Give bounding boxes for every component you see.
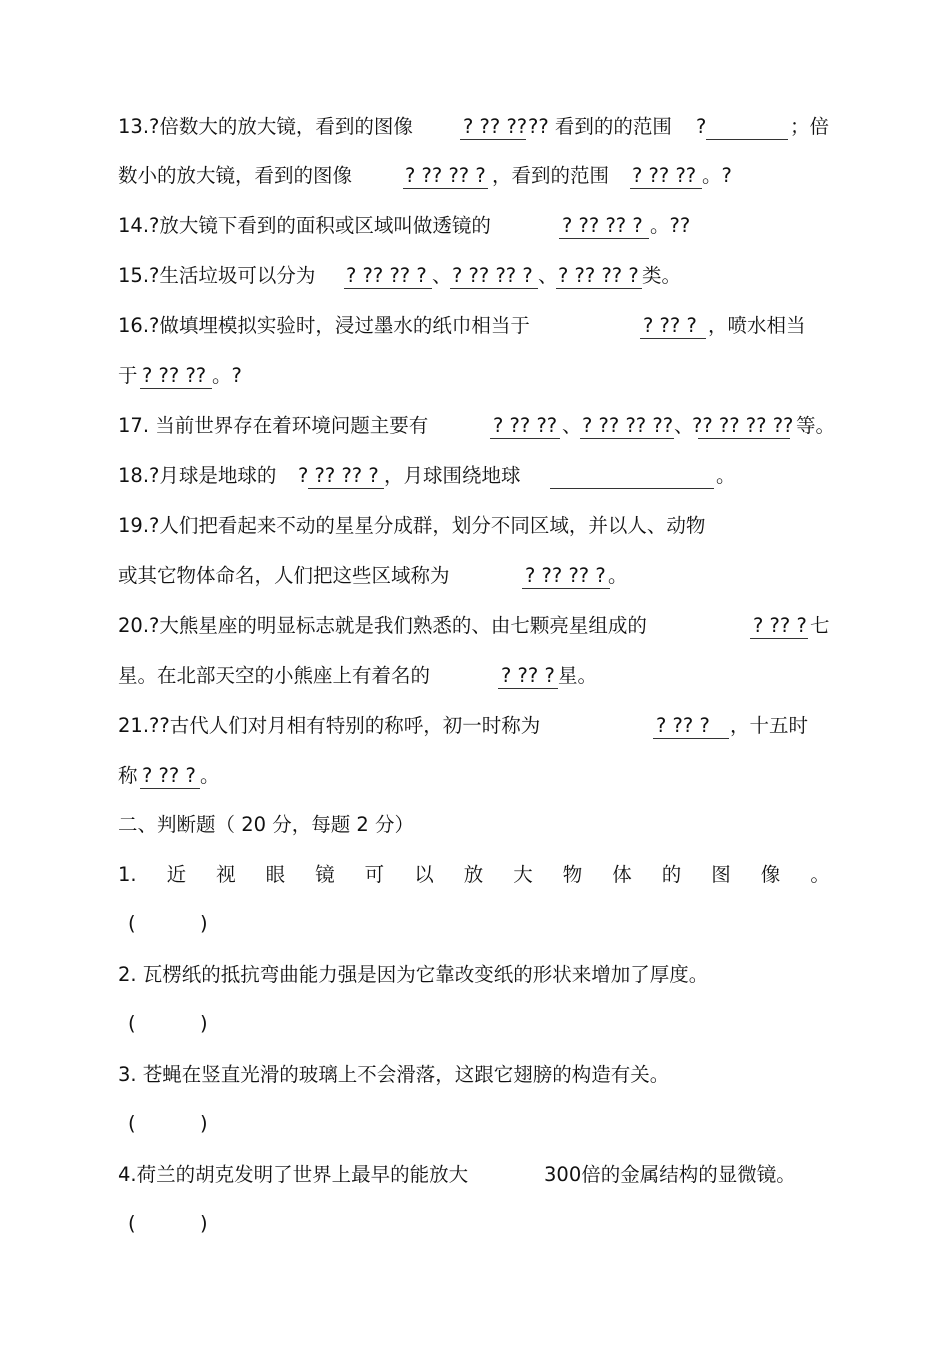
- q17-text: 、: [562, 414, 582, 437]
- q15-text: 类。: [642, 264, 682, 287]
- q14-text: 14.?放大镜下看到的面积或区域叫做透镜的: [118, 214, 491, 237]
- q16-blank1: ? ?? ?: [643, 314, 697, 337]
- q20-text: 七: [810, 614, 830, 637]
- tf-text: 4.荷兰的胡克发明了世界上最早的能放大: [118, 1163, 469, 1186]
- q15-blank3: ? ?? ?? ?: [558, 264, 639, 287]
- q13-line2: [118, 161, 830, 191]
- q16-text: 。?: [212, 364, 242, 387]
- q20-line2: [118, 661, 830, 691]
- tf-char: 以: [414, 863, 434, 886]
- paren-close: ): [200, 1212, 208, 1235]
- section-heading-true-false: [118, 810, 830, 840]
- tf-char: 物: [562, 863, 583, 886]
- tf-char: 放: [463, 863, 484, 886]
- paren-close: ): [200, 1112, 208, 1135]
- blank-underline: [630, 188, 702, 189]
- q13-text: ?? 看到的的范围: [528, 115, 672, 138]
- q21-text: 21.??古代人们对月相有特别的称呼，初一时称为: [118, 714, 541, 737]
- blank-underline: [140, 788, 200, 789]
- tf-answer-2: [118, 1009, 830, 1039]
- q15-text: 15.?生活垃圾可以分为: [118, 264, 316, 287]
- q20-text: 星。在北部天空的小熊座上有着名的: [118, 664, 431, 687]
- q15-text: 、: [432, 264, 452, 287]
- paren-open: (: [128, 1212, 136, 1235]
- tf-char: 图: [711, 863, 731, 886]
- tf-question-3: [118, 1060, 830, 1090]
- q14-text: 。??: [650, 214, 691, 237]
- q20-blank1: ? ?? ?: [753, 614, 807, 637]
- q15-blank2: ? ?? ?? ?: [452, 264, 533, 287]
- blank-underline: [640, 338, 706, 339]
- q20-text: 20.?大熊星座的明显标志就是我们熟悉的、由七颗亮星组成的: [118, 614, 647, 637]
- q18-text: ，月球围绕地球: [384, 464, 521, 487]
- blank-underline: [344, 288, 432, 289]
- q18-text: 18.?月球是地球的: [118, 464, 277, 487]
- tf-char: 近: [166, 863, 187, 886]
- q17-blank2: ? ?? ?? ??: [582, 414, 674, 437]
- tf-char: 大: [513, 863, 533, 886]
- q20-blank2: ? ?? ?: [501, 664, 555, 687]
- tf-question-2: [118, 960, 830, 990]
- q13-blank2: ?: [696, 115, 707, 138]
- q15-blank1: ? ?? ?? ?: [346, 264, 427, 287]
- q19-line2: [118, 561, 830, 591]
- q13-text: 13.?倍数大的放大镜，看到的图像: [118, 115, 413, 138]
- q13-line1: [118, 112, 830, 142]
- blank-underline: [403, 188, 488, 189]
- q13-text: 数小的放大镜，看到的图像: [118, 164, 353, 187]
- q15-text: 、: [538, 264, 558, 287]
- blank-underline: [706, 139, 788, 140]
- blank-underline: [498, 688, 558, 689]
- q16-text: 16.?做填埋模拟实验时，浸过墨水的纸巾相当于: [118, 314, 530, 337]
- q18-blank1: ? ?? ?? ?: [298, 464, 379, 487]
- tf-question-1: [118, 860, 830, 890]
- blank-underline: [556, 288, 642, 289]
- q16-line2: [118, 361, 830, 391]
- q16-line1: [118, 311, 830, 341]
- q13-blank4: ? ?? ??: [632, 164, 697, 187]
- blank-underline: [550, 488, 714, 489]
- q20-line1: [118, 611, 830, 641]
- blank-underline: [653, 738, 729, 739]
- q19-blank: ? ?? ?? ?: [525, 564, 606, 587]
- tf-text: 300倍的金属结构的显微镜。: [544, 1163, 796, 1186]
- blank-underline: [750, 638, 808, 639]
- q19-line1: [118, 511, 830, 541]
- q21-blank1: ? ?? ?: [656, 714, 710, 737]
- tf-char: 的: [661, 863, 682, 886]
- q19-text: 或其它物体命名，人们把这些区域称为: [118, 564, 450, 587]
- tf-answer-4: [118, 1209, 830, 1239]
- tf-char: 眼: [265, 863, 286, 886]
- blank-underline: [698, 438, 790, 439]
- tf-char: 镜: [315, 863, 335, 886]
- q15-line: [118, 261, 830, 291]
- tf-question-4: [118, 1160, 830, 1190]
- q18-text: 。: [716, 464, 736, 487]
- q16-blank2: ? ?? ??: [142, 364, 207, 387]
- tf-char: 。: [810, 863, 830, 886]
- tf-answer-1: [118, 909, 830, 939]
- tf-answer-3: [118, 1109, 830, 1139]
- tf-char: 视: [216, 863, 236, 886]
- q21-text: 。: [200, 764, 220, 787]
- tf-text: 3. 苍蝇在竖直光滑的玻璃上不会滑落，这跟它翅膀的构造有关。: [118, 1063, 670, 1086]
- q16-text: ，喷水相当: [708, 314, 806, 337]
- blank-underline: [140, 388, 212, 389]
- section-title: 二、判断题（ 20 分，每题 2 分）: [118, 813, 415, 836]
- q21-line1: [118, 711, 830, 741]
- q21-blank2: ? ?? ?: [142, 764, 196, 787]
- blank-underline: [559, 238, 649, 239]
- blank-underline: [308, 488, 384, 489]
- paren-close: ): [200, 912, 208, 935]
- paren-close: ): [200, 1012, 208, 1035]
- q13-text: ；倍: [790, 115, 830, 138]
- q14-blank: ? ?? ?? ?: [562, 214, 643, 237]
- q21-text: ，十五时: [730, 714, 809, 737]
- blank-underline: [522, 588, 610, 589]
- tf-char: 可: [364, 863, 385, 886]
- q14-line: [118, 211, 830, 241]
- blank-underline: [490, 438, 560, 439]
- q19-text: 19.?人们把看起来不动的星星分成群，划分不同区域，并以人、动物: [118, 514, 706, 537]
- q13-text: 。?: [702, 164, 732, 187]
- q19-text: 。: [608, 564, 628, 587]
- tf-number: 1.: [118, 863, 137, 886]
- blank-underline: [450, 288, 538, 289]
- q17-line: [118, 411, 836, 441]
- q18-line: [118, 461, 830, 491]
- tf-text: 2. 瓦楞纸的抵抗弯曲能力强是因为它靠改变纸的形状来增加了厚度。: [118, 963, 709, 986]
- blank-underline: [460, 139, 526, 140]
- q17-text: 等。: [796, 414, 836, 437]
- tf-char: 像: [760, 863, 781, 886]
- q13-text: ，看到的范围: [492, 164, 610, 187]
- blank-underline: [580, 438, 674, 439]
- q17-blank1: ? ?? ??: [493, 414, 558, 437]
- q21-text: 称: [118, 764, 138, 787]
- q13-blank1: ? ?? ??: [463, 115, 528, 138]
- q17-text: 17. 当前世界存在着环境问题主要有: [118, 414, 429, 437]
- paren-open: (: [128, 1012, 136, 1035]
- paren-open: (: [128, 912, 136, 935]
- tf-char: 体: [612, 863, 632, 886]
- paren-open: (: [128, 1112, 136, 1135]
- q17-blank3: ?? ?? ?? ??: [692, 414, 794, 437]
- q16-text: 于: [118, 364, 138, 387]
- q17-text: 、: [674, 414, 694, 437]
- q20-text: 星。: [558, 664, 598, 687]
- q13-blank3: ? ?? ?? ?: [405, 164, 486, 187]
- q21-line2: [118, 761, 830, 791]
